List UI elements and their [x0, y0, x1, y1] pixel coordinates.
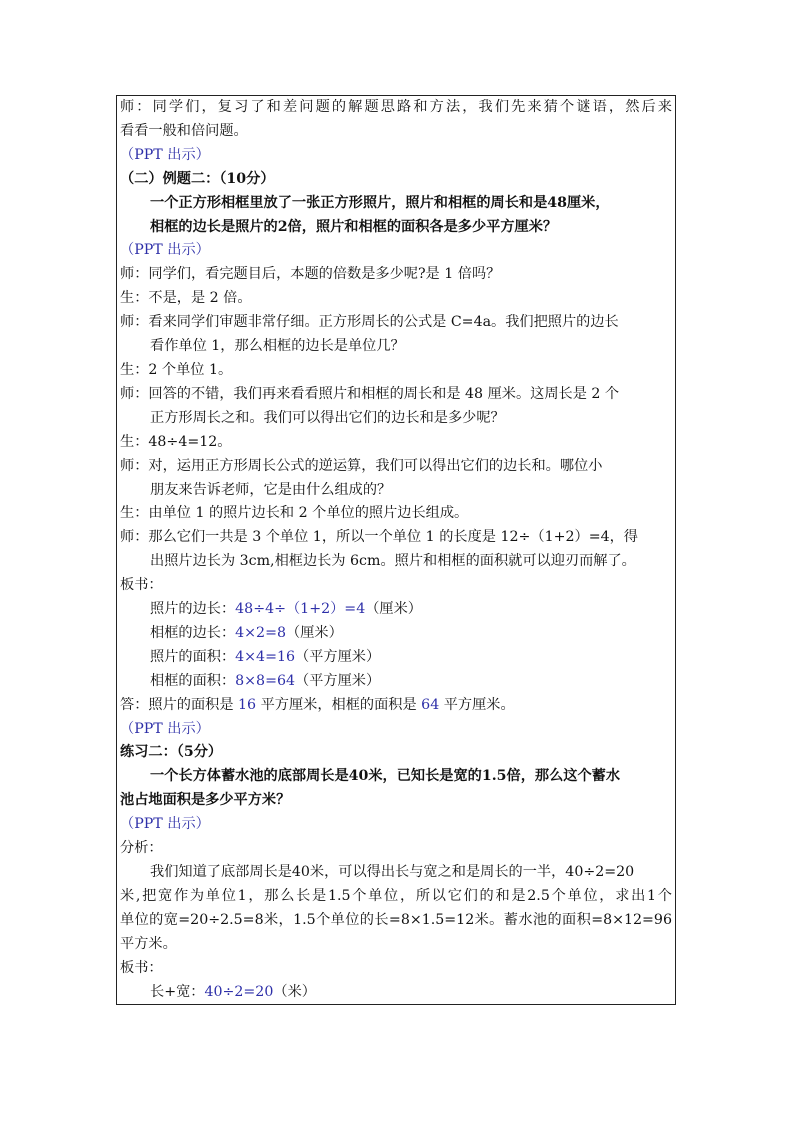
text-run: 答：照片的面积是 [120, 696, 239, 713]
text-run: 看看一般和倍问题。 [120, 122, 248, 139]
text-run: 分析： [120, 840, 163, 857]
text-run: 我们知道了底部周长是40米，可以得出长与宽之和是周长的一半，40÷2=20 [150, 864, 635, 880]
text-run: 平方米。 [120, 935, 177, 952]
text-line [120, 885, 672, 909]
text-run: 相框的边长是照片的2倍，照片和相框的面积各是多少平方厘米？ [150, 218, 558, 235]
text-line [120, 311, 672, 335]
text-run: 板书： [120, 577, 163, 594]
text-run: 生：48÷4=12。 [120, 433, 232, 450]
text-run: 练习二：（5分） [120, 744, 223, 761]
text-line [120, 216, 672, 240]
text-line [120, 407, 672, 431]
text-run: 平方厘米，相框的面积是 [256, 696, 422, 713]
text-line [120, 335, 672, 359]
text-line [120, 192, 672, 216]
text-line [120, 981, 672, 1005]
text-line [120, 550, 672, 574]
lesson-text [120, 96, 672, 1004]
text-run: 一个正方形相框里放了一张正方形照片，照片和相框的周长和是48厘米， [150, 194, 610, 211]
text-line [120, 383, 672, 407]
text-run: （二）例题二：（10分） [120, 170, 275, 187]
text-line [120, 120, 672, 144]
text-line [120, 718, 672, 742]
text-run: （PPT 出示） [120, 816, 210, 833]
text-line [120, 598, 672, 622]
text-line [120, 813, 672, 837]
text-line [120, 455, 672, 479]
text-run: 师：回答的不错，我们再来看看照片和相框的周长和是 48 厘米。这周长是 2 个 [120, 385, 620, 402]
text-run: 单位的宽=20÷2.5=8米，1.5个单位的长=8×1.5=12米。蓄水池的面积=8×12=96 [120, 911, 672, 928]
text-run: 看作单位 1，那么相框的边长是单位几？ [150, 338, 405, 355]
text-line [120, 694, 672, 718]
text-run: 师：同学们，看完题目后，本题的倍数是多少呢?是 1 倍吗？ [120, 266, 501, 283]
text-run: 照片的面积： [150, 648, 236, 665]
text-run: （平方厘米） [295, 672, 381, 689]
text-run: （米） [273, 983, 316, 1000]
text-run: 生：由单位 1 的照片边长和 2 个单位的照片边长组成。 [120, 505, 469, 522]
text-run: 师：那么它们一共是 3 个单位 1，所以一个单位 1 的长度是 12÷（1+2）=4，得 [120, 529, 638, 546]
text-line [120, 957, 672, 981]
text-run: 相框的边长： [150, 624, 236, 641]
text-line [120, 526, 672, 550]
text-run: 照片的边长： [150, 601, 236, 618]
text-line [120, 933, 672, 957]
text-line [120, 502, 672, 526]
text-line [120, 765, 672, 789]
text-run: （PPT 出示） [120, 146, 210, 163]
text-run: 平方厘米。 [439, 696, 515, 713]
text-run: （厘米） [365, 601, 422, 618]
text-run: 正方形周长之和。我们可以得出它们的边长和是多少呢？ [150, 409, 505, 426]
text-run: （平方厘米） [295, 648, 381, 665]
text-line [120, 837, 672, 861]
text-line [120, 479, 672, 503]
text-line [120, 646, 672, 670]
text-line [120, 670, 672, 694]
text-line [120, 239, 672, 263]
text-line [120, 909, 672, 933]
text-run: 4×4=16 [235, 648, 296, 665]
text-run: 64 [421, 696, 440, 713]
text-run: 池占地面积是多少平方米？ [120, 792, 291, 809]
text-run: 一个长方体蓄水池的底部周长是40米，已知长是宽的1.5倍，那么这个蓄水 [150, 768, 621, 785]
text-run: 师：同学们，复习了和差问题的解题思路和方法，我们先来猜个谜语，然后来 [120, 99, 672, 115]
text-line [120, 741, 672, 765]
text-run: （PPT 出示） [120, 720, 210, 737]
text-line [120, 287, 672, 311]
text-run: 板书： [120, 959, 163, 976]
text-line [120, 359, 672, 383]
text-run: 8×8=64 [235, 672, 296, 689]
text-run: 朋友来告诉老师，它是由什么组成的？ [150, 481, 392, 498]
text-run: 4×2=8 [235, 624, 286, 641]
text-line [120, 144, 672, 168]
text-line [120, 574, 672, 598]
text-run: 生：不是，是 2 倍。 [120, 290, 252, 307]
text-line [120, 96, 672, 120]
text-run: 生：2 个单位 1。 [120, 361, 233, 378]
text-line [120, 168, 672, 192]
text-run: （厘米） [286, 624, 343, 641]
text-run: 米,把宽作为单位1，那么长是1.5个单位，所以它们的和是2.5个单位，求出1个 [120, 887, 672, 904]
text-line [120, 263, 672, 287]
text-run: （PPT 出示） [120, 242, 210, 259]
text-run: 长+宽： [150, 983, 205, 1000]
text-line [120, 622, 672, 646]
text-line [120, 789, 672, 813]
text-run: 师：看来同学们审题非常仔细。正方形周长的公式是 C=4a。我们把照片的边长 [120, 314, 619, 331]
text-line [120, 431, 672, 455]
text-run: 相框的面积： [150, 672, 236, 689]
text-run: 40÷2=20 [204, 983, 274, 1000]
text-run: 16 [238, 696, 257, 713]
text-run: 师：对，运用正方形周长公式的逆运算，我们可以得出它们的边长和。哪位小 [120, 457, 603, 474]
text-run: 出照片边长为 3cm,相框边长为 6cm。照片和相框的面积就可以迎刃而解了。 [150, 553, 636, 570]
text-run: 48÷4÷（1+2）=4 [235, 601, 366, 618]
text-line [120, 861, 672, 885]
